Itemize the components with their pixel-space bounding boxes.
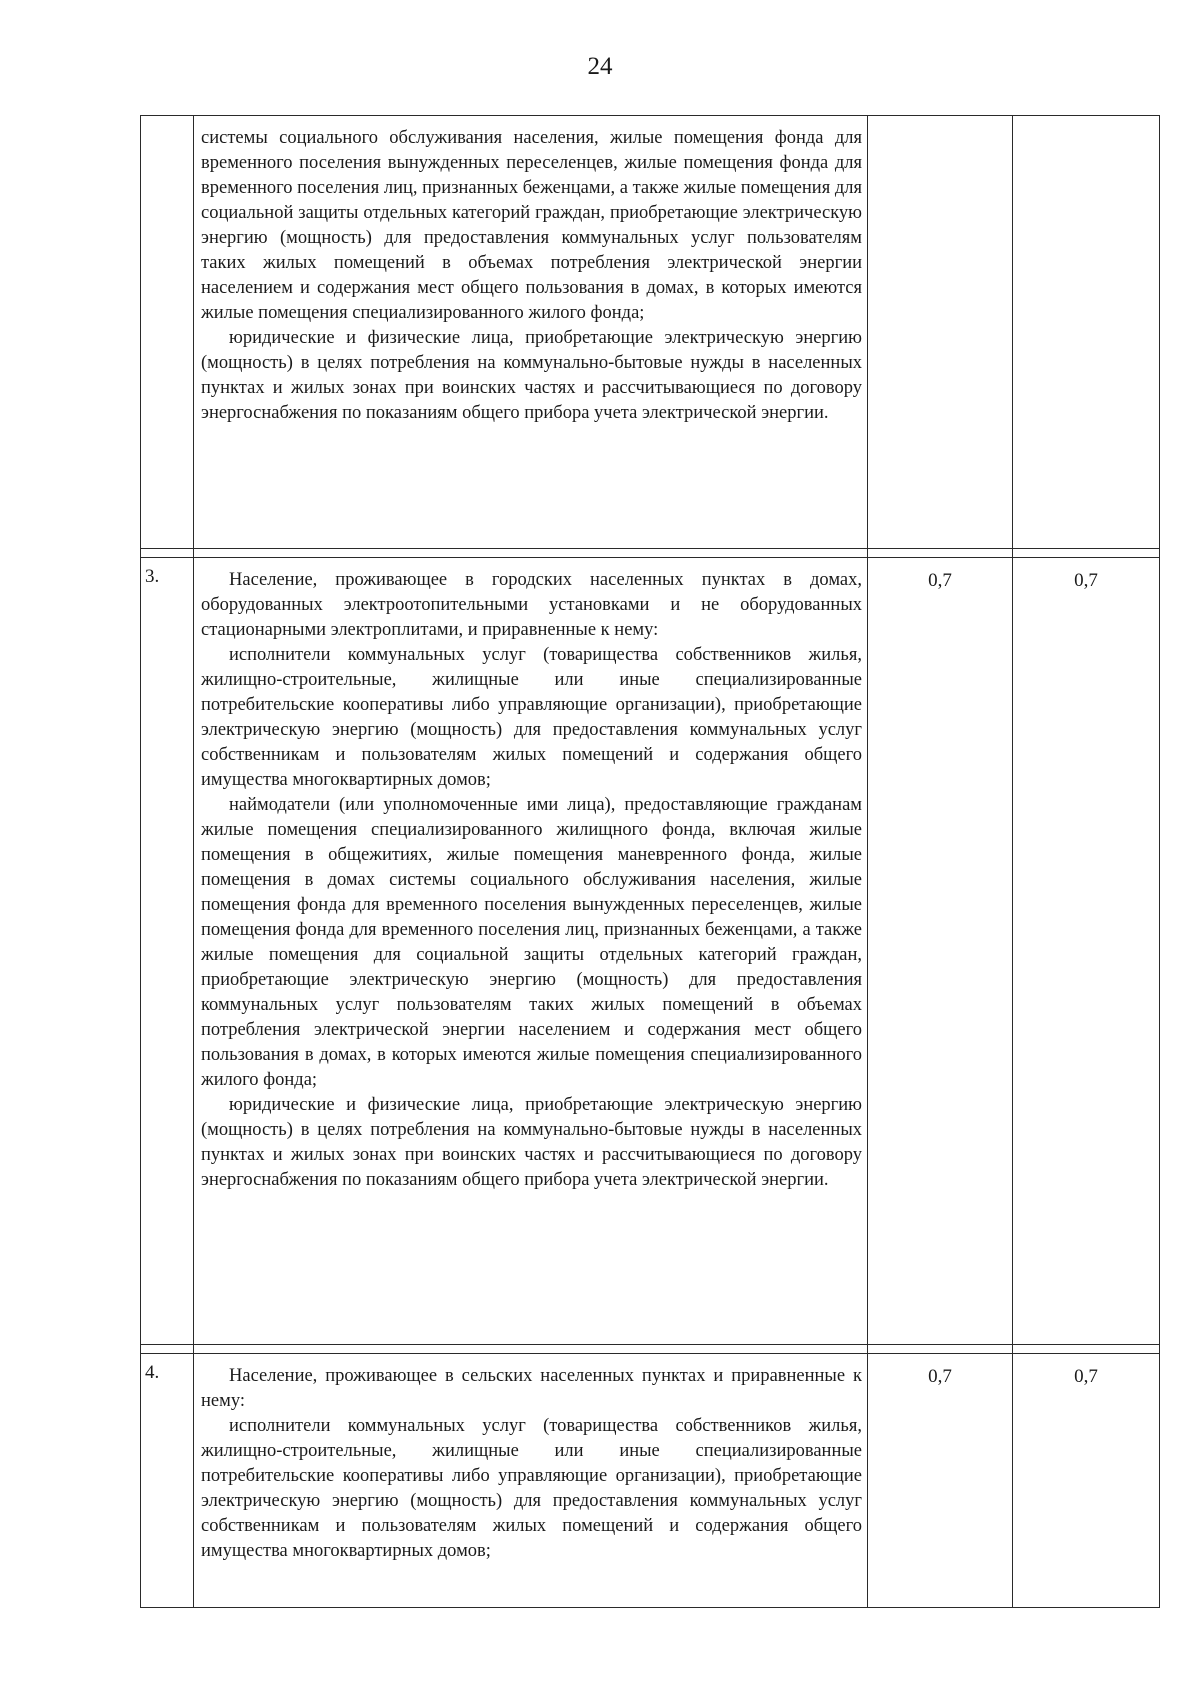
paragraph: исполнители коммунальных услуг (товарищества собственников жилья, жилищно-строительные, жилищные или иные специализированные потребительские кооперативы либо управляющие организации), приобретающие электрическую энергию (мощность) для предоставления коммунальных услуг собственникам и пользователям жилых помещений и содержания общего имущества многоквартирных домов; (201, 1416, 862, 1561)
gap-cell (194, 549, 868, 558)
row-number-cell: 4. (141, 1354, 194, 1608)
gap-cell (1013, 549, 1160, 558)
table-row-3 (141, 558, 1160, 1345)
paragraph: системы социального обслуживания населения, жилые помещения фонда для временного поселения вынужденных переселенцев, жилые помещения фонда для временного поселения лиц, признанных беженцами, а также жилые помещения для социальной защиты отдельных категорий граждан, приобретающие электрическую энергию (мощность) для предоставления коммунальных услуг пользователям таких жилых помещений в объемах потребления электрической энергии населением и содержания мест общего пользования в домах, в которых имеются жилые помещения специализированного жилого фонда; (201, 128, 862, 323)
row-number-cell (141, 116, 194, 549)
gap-cell (141, 549, 194, 558)
page-number: 24 (587, 53, 613, 80)
gap-cell (141, 1345, 194, 1354)
row-description-cell (194, 116, 868, 549)
tariff-table (140, 115, 1160, 1608)
paragraph: исполнители коммунальных услуг (товарищества собственников жилья, жилищно-строительные, жилищные или иные специализированные потребительские кооперативы либо управляющие организации), приобретающие электрическую энергию (мощность) для предоставления коммунальных услуг собственникам и пользователям жилых помещений и содержания общего имущества многоквартирных домов; (201, 645, 862, 790)
table-row-continued (141, 116, 1160, 549)
paragraph: юридические и физические лица, приобретающие электрическую энергию (мощность) в целях потребления на коммунально-бытовые нужды в населенных пунктах и жилых зонах при воинских частях и рассчитывающиеся по договору энергоснабжения по показаниям общего прибора учета электрической энергии. (201, 1095, 862, 1190)
paragraph: Население, проживающее в сельских населенных пунктах и приравненные к нему: (201, 1366, 862, 1411)
value2-cell (1013, 116, 1160, 549)
gap-cell (1013, 1345, 1160, 1354)
paragraph: Население, проживающее в городских населенных пунктах в домах, оборудованных электроотопительными установками и не оборудованных стационарными электроплитами, и приравненные к нему: (201, 570, 862, 640)
row-gap (141, 549, 1160, 558)
value1-cell (868, 116, 1013, 549)
row-description-cell (194, 558, 868, 1345)
row-number-cell: 3. (141, 558, 194, 1345)
row-gap (141, 1345, 1160, 1354)
gap-cell (868, 1345, 1013, 1354)
value1-cell: 0,7 (868, 558, 1013, 1345)
value2-cell: 0,7 (1013, 558, 1160, 1345)
value1-cell: 0,7 (868, 1354, 1013, 1608)
table-row-4 (141, 1354, 1160, 1608)
gap-cell (868, 549, 1013, 558)
row-description-cell (194, 1354, 868, 1608)
value2-cell: 0,7 (1013, 1354, 1160, 1608)
gap-cell (194, 1345, 868, 1354)
paragraph: наймодатели (или уполномоченные ими лица), предоставляющие гражданам жилые помещения специализированного жилищного фонда, включая жилые помещения в общежитиях, жилые помещения маневренного фонда, жилые помещения в домах системы социального обслуживания населения, жилые помещения фонда для временного поселения вынужденных переселенцев, жилые помещения фонда для временного поселения лиц, признанных беженцами, а также жилые помещения для социальной защиты отдельных категорий граждан, приобретающие электрическую энергию (мощность) для предоставления коммунальных услуг пользователям таких жилых помещений в объемах потребления электрической энергии населением и содержания мест общего пользования в домах, в которых имеются жилые помещения специализированного жилого фонда; (201, 795, 862, 1090)
paragraph: юридические и физические лица, приобретающие электрическую энергию (мощность) в целях потребления на коммунально-бытовые нужды в населенных пунктах и жилых зонах при воинских частях и рассчитывающиеся по договору энергоснабжения по показаниям общего прибора учета электрической энергии. (201, 328, 862, 423)
